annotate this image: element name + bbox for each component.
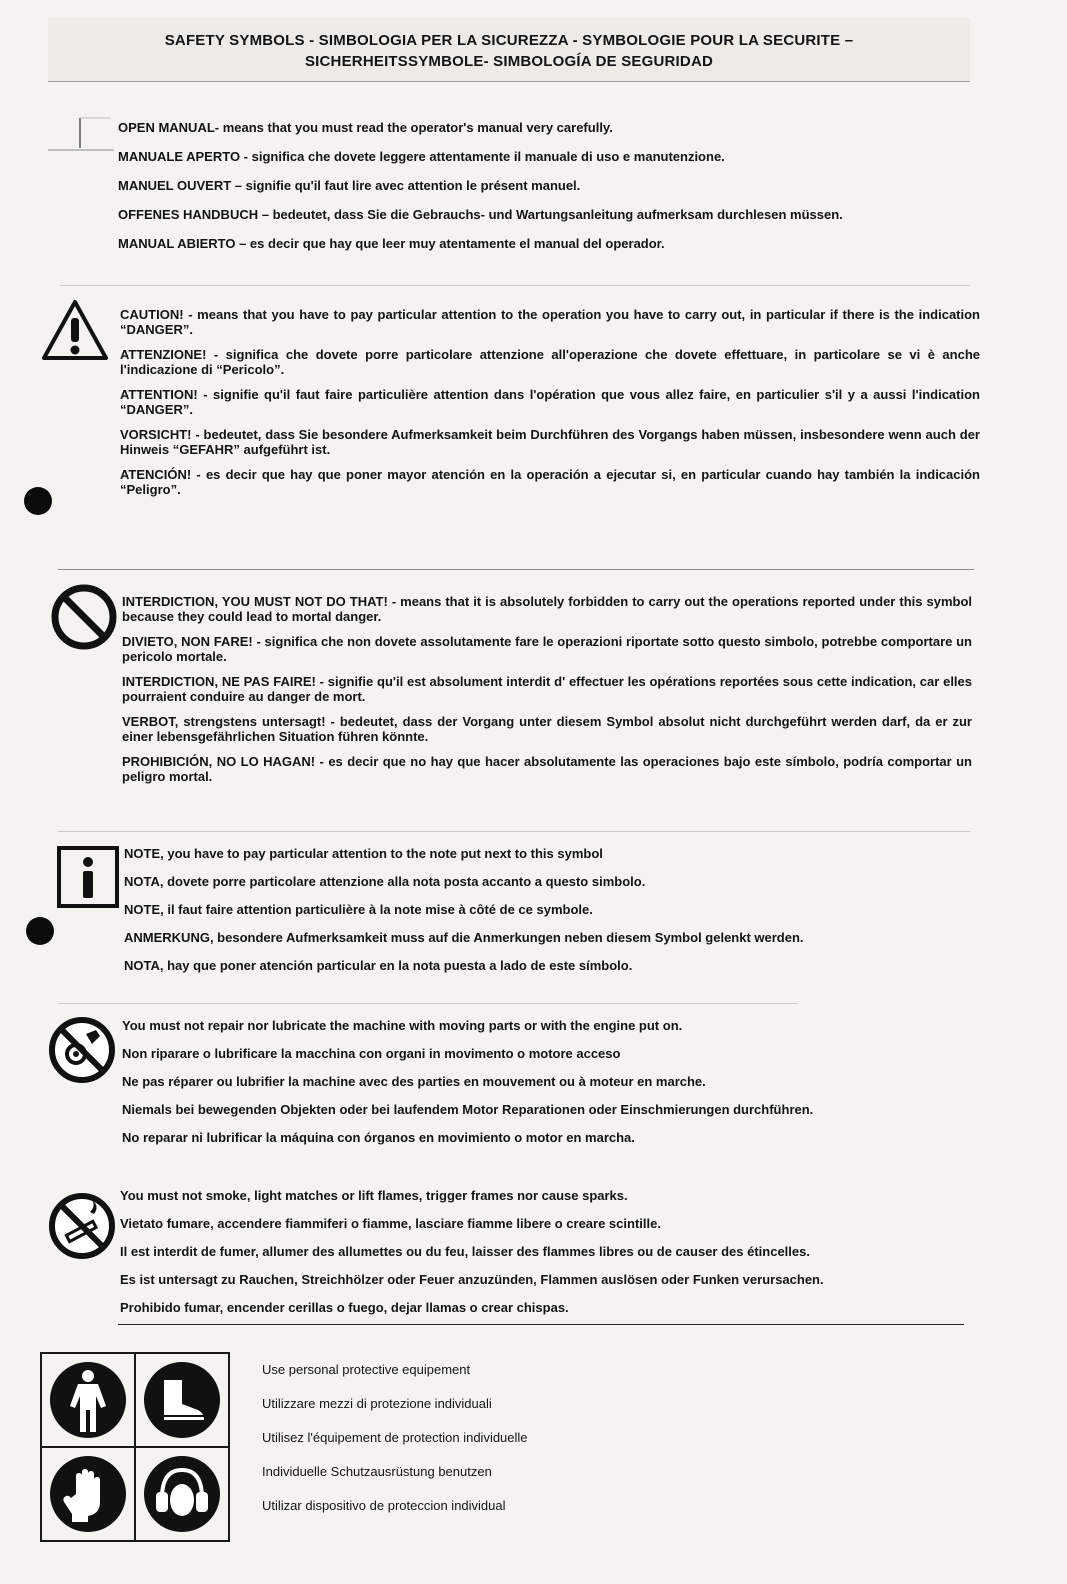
note-section — [124, 846, 964, 986]
no-smoking-de: Es ist untersagt zu Rauchen, Streichhölzer oder Feuer anzuzünden, Flammen auslösen oder Funken verursachen. — [120, 1272, 824, 1287]
protective-suit-icon — [41, 1353, 135, 1447]
prohibition-icon — [50, 583, 118, 651]
open-manual-it: MANUALE APERTO - significa che dovete leggere attentamente il manuale di uso e manutenzione. — [118, 149, 725, 164]
info-icon — [56, 845, 120, 909]
interdiction-es: PROHIBICIÓN, NO LO HAGAN! - es decir que no hay que hacer absolutamente las operaciones bajo este símbolo, podría comportar un peligro mortal. — [122, 754, 972, 784]
open-book-icon — [46, 112, 116, 162]
safety-boots-icon — [135, 1353, 229, 1447]
section-divider — [58, 569, 974, 570]
no-smoking-it: Vietato fumare, accendere fiammiferi o fiamme, lasciare fiamme libere o creare scintille. — [120, 1216, 661, 1231]
ppe-en: Use personal protective equipement — [262, 1362, 471, 1377]
ppe-fr: Utilisez l'équipement de protection individuelle — [262, 1430, 528, 1445]
note-en: NOTE, you have to pay particular attention to the note put next to this symbol — [124, 846, 603, 861]
open-manual-fr: MANUEL OUVERT – signifie qu'il faut lire avec attention le présent manuel. — [118, 178, 581, 193]
section-divider — [60, 285, 970, 286]
interdiction-de: VERBOT, strengstens untersagt! - bedeutet, dass der Vorgang unter diesem Symbol absolut nicht durchgeführt werden darf, da er zur einer lebensgefährlichen Situation führen könnte. — [122, 714, 972, 744]
interdiction-section — [122, 594, 972, 794]
caution-en: CAUTION! - means that you have to pay particular attention to the operation you have to carry out, in particular if there is the indication “DANGER”. — [120, 307, 980, 337]
note-it: NOTA, dovete porre particolare attenzione alla nota posta accanto a questo simbolo. — [124, 874, 646, 889]
no-repair-moving-parts-icon — [46, 1014, 118, 1086]
caution-section — [120, 307, 980, 507]
no-repair-fr: Ne pas réparer ou lubrifier la machine avec des parties en mouvement ou à moteur en marche. — [122, 1074, 706, 1089]
no-smoking-icon — [46, 1190, 118, 1262]
ppe-icon-grid — [40, 1352, 230, 1542]
ppe-es: Utilizar dispositivo de proteccion individual — [262, 1498, 506, 1513]
open-manual-section — [118, 120, 978, 265]
no-smoking-fr: Il est interdit de fumer, allumer des allumettes ou du feu, laisser des flammes libres ou de causer des étincelles. — [120, 1244, 810, 1259]
section-divider — [58, 1003, 798, 1004]
no-repair-es: No reparar ni lubrificar la máquina con órganos en movimiento o motor en marcha. — [122, 1130, 635, 1145]
no-repair-section — [122, 1018, 962, 1158]
warning-triangle-icon — [40, 298, 110, 362]
open-manual-es: MANUAL ABIERTO – es decir que hay que leer muy atentamente el manual del operador. — [118, 236, 665, 251]
page-header — [48, 18, 970, 82]
section-divider — [118, 1324, 964, 1325]
header-title-line-1: SAFETY SYMBOLS - SIMBOLOGIA PER LA SICUREZZA - SYMBOLOGIE POUR LA SECURITE – — [164, 32, 854, 49]
ppe-it: Utilizzare mezzi di protezione individuali — [262, 1396, 492, 1411]
open-manual-en: OPEN MANUAL- means that you must read the operator's manual very carefully. — [118, 120, 613, 135]
caution-es: ATENCIÓN! - es decir que hay que poner mayor atención en la operación a ejecutar si, en particular cuando hay también la indicación “Peligro”. — [120, 467, 980, 497]
header-title-line-2: SICHERHEITSSYMBOLE- SIMBOLOGÍA DE SEGURIDAD — [304, 53, 714, 70]
note-de: ANMERKUNG, besondere Aufmerksamkeit muss auf die Anmerkungen neben diesem Symbol gelenkt werden. — [124, 930, 804, 945]
no-smoking-section — [120, 1188, 970, 1328]
no-smoking-en: You must not smoke, light matches or lift flames, trigger frames nor cause sparks. — [120, 1188, 628, 1203]
ear-protection-icon — [135, 1447, 229, 1541]
protective-gloves-icon — [41, 1447, 135, 1541]
interdiction-en: INTERDICTION, YOU MUST NOT DO THAT! - means that it is absolutely forbidden to carry out the operations reported under this symbol because they could lead to mortal danger. — [122, 594, 972, 624]
interdiction-fr: INTERDICTION, NE PAS FAIRE! - signifie qu'il est absolument interdit d' effectuer les opérations reportées sous cette indication, car elles pourraient conduire au danger de mort. — [122, 674, 972, 704]
ppe-de: Individuelle Schutzausrüstung benutzen — [262, 1464, 492, 1479]
caution-de: VORSICHT! - bedeutet, dass Sie besondere Aufmerksamkeit beim Durchführen des Vorgangs haben müssen, insbesondere wenn auch der Hinweis “GEFAHR” aufgeführt ist. — [120, 427, 980, 457]
no-smoking-es: Prohibido fumar, encender cerillas o fuego, dejar llamas o crear chispas. — [120, 1300, 569, 1315]
open-manual-de: OFFENES HANDBUCH – bedeutet, dass Sie die Gebrauchs- und Wartungsanleitung aufmerksam durchlesen müssen. — [118, 207, 843, 222]
section-divider — [58, 831, 970, 832]
no-repair-it: Non riparare o lubrificare la macchina con organi in movimento o motore acceso — [122, 1046, 621, 1061]
interdiction-it: DIVIETO, NON FARE! - significa che non dovete assolutamente fare le operazioni riportate sotto questo simbolo, potrebbe comportare un pericolo mortale. — [122, 634, 972, 664]
note-fr: NOTE, il faut faire attention particulière à la note mise à côté de ce symbole. — [124, 902, 593, 917]
punch-hole — [26, 917, 54, 945]
caution-it: ATTENZIONE! - significa che dovete porre particolare attenzione all'operazione che dovete effettuare, in particolare se vi è anche l'indicazione di “Pericolo”. — [120, 347, 980, 377]
caution-fr: ATTENTION! - signifie qu'il faut faire particulière attention dans l'opération que vous allez faire, en particulier s'il y a aussi l'indication “DANGER”. — [120, 387, 980, 417]
no-repair-de: Niemals bei bewegenden Objekten oder bei laufendem Motor Reparationen oder Einschmierungen durchführen. — [122, 1102, 814, 1117]
ppe-section — [262, 1362, 662, 1532]
no-repair-en: You must not repair nor lubricate the machine with moving parts or with the engine put on. — [122, 1018, 683, 1033]
punch-hole — [24, 487, 52, 515]
note-es: NOTA, hay que poner atención particular en la nota puesta a lado de este símbolo. — [124, 958, 633, 973]
